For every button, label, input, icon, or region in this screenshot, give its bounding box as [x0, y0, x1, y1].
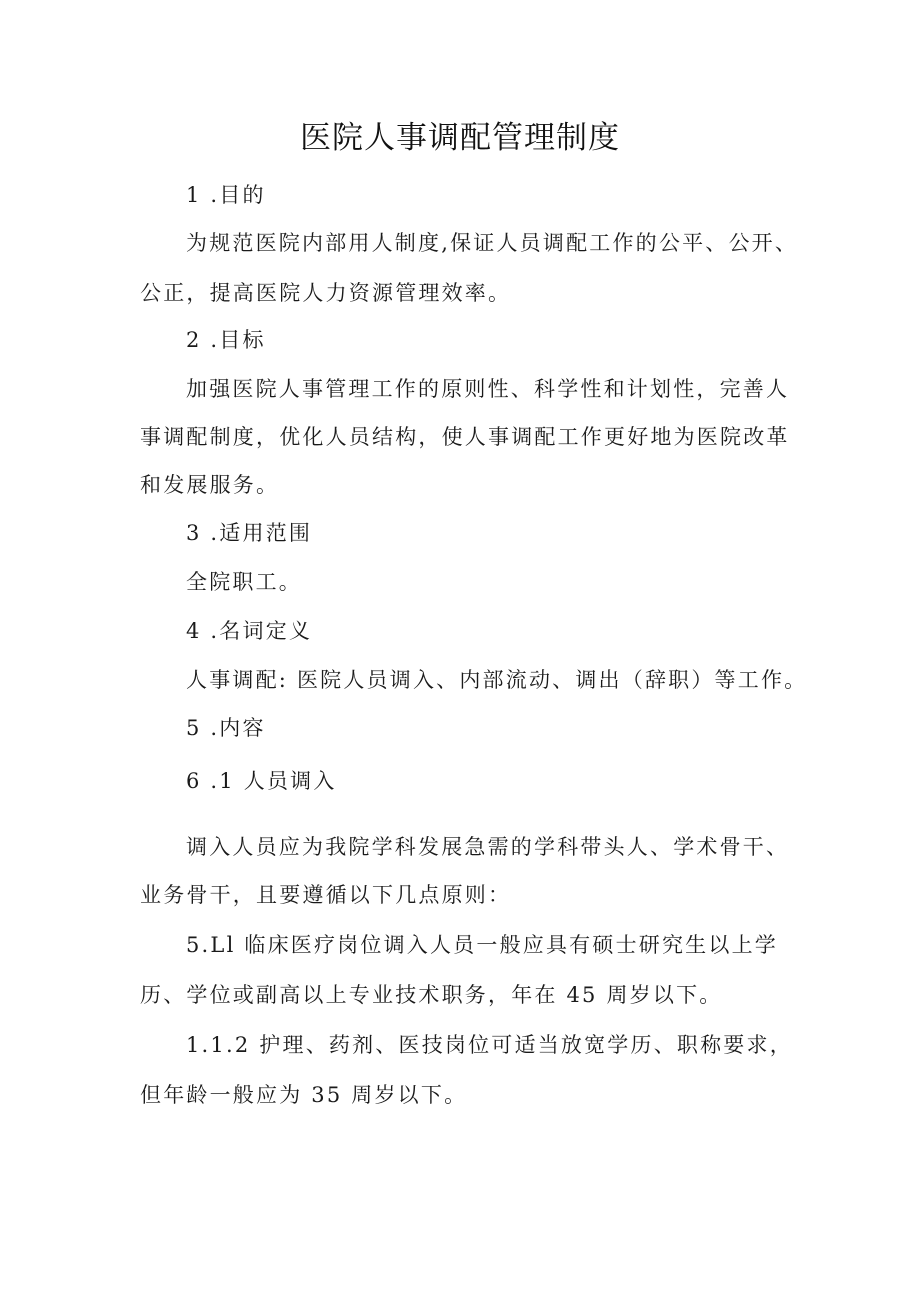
document-title: 医院人事调配管理制度: [300, 120, 620, 156]
section-heading-goal: 2 .目标: [186, 328, 266, 352]
paragraph-line: 加强医院人事管理工作的原则性、科学性和计划性，完善人: [186, 377, 790, 401]
paragraph-line: 为规范医院内部用人制度,保证人员调配工作的公平、公开、: [186, 231, 799, 255]
section-heading-scope: 3 .适用范围: [186, 521, 313, 545]
clause-line: 1.1.2 护理、药剂、医技岗位可适当放宽学历、职称要求，: [186, 1033, 793, 1057]
paragraph-line: 但年龄一般应为 35 周岁以下。: [140, 1083, 468, 1107]
clause-line: 5.Ll 临床医疗岗位调入人员一般应具有硕士研究生以上学: [186, 933, 778, 957]
section-heading-purpose: 1 .目的: [186, 183, 266, 207]
paragraph-line: 事调配制度，优化人员结构，使人事调配工作更好地为医院改革: [140, 425, 790, 449]
subsection-heading-transfer-in: 6 .1 人员调入: [186, 769, 337, 793]
paragraph-line: 全院职工。: [186, 570, 302, 594]
paragraph-line: 业务骨干，且要遵循以下几点原则：: [140, 883, 512, 907]
paragraph-line: 人事调配: 医院人员调入、内部流动、调出（辞职）等工作。: [186, 668, 808, 692]
paragraph-line: 公正，提高医院人力资源管理效率。: [140, 281, 512, 305]
paragraph-line: 调入人员应为我院学科发展急需的学科带头人、学术骨干、: [186, 835, 790, 859]
paragraph-line: 和发展服务。: [140, 473, 280, 497]
paragraph-line: 历、学位或副高以上专业技术职务，年在 45 周岁以下。: [140, 983, 723, 1007]
section-heading-content: 5 .内容: [186, 716, 266, 740]
section-heading-definition: 4 .名词定义: [186, 619, 313, 643]
